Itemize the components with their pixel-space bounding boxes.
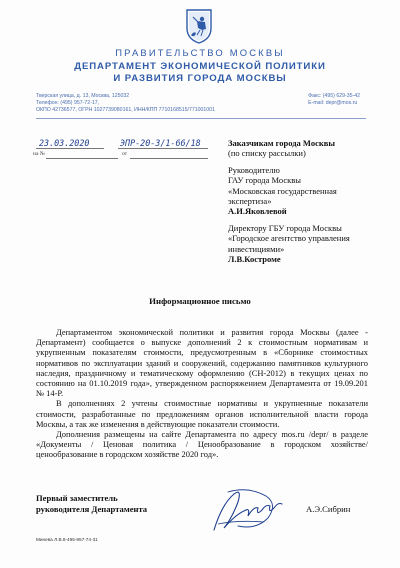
- department-name-line1: ДЕПАРТАМЕНТ ЭКОНОМИЧЕСКОЙ ПОЛИТИКИ: [74, 61, 326, 72]
- contacts-right: [308, 93, 360, 107]
- addressee-gau-org-line3: экспертиза»: [228, 196, 272, 207]
- executor-note: Минева Л.В.8-495-957-74-31: [36, 537, 98, 542]
- letter-body: [36, 327, 368, 460]
- moscow-coat-of-arms-icon: [184, 8, 214, 44]
- body-paragraph-3: Дополнения размещены на сайте Департамента по адресу mos.ru /depr/ в разделе «Документы / Ценовая политика / Ценообразование в городском хозяйстве/ценообразование в городском хозяйстве 2020 год».: [36, 429, 368, 460]
- government-name: ПРАВИТЕЛЬСТВО МОСКВЫ: [115, 47, 285, 58]
- signatory-name: А.Э.Сибрин: [306, 504, 351, 514]
- phone-text: Телефон: (495) 957-72-17,: [36, 100, 100, 106]
- addressee-gbu-org-line2: инвестициями»: [228, 243, 285, 254]
- handwritten-signature-icon: [208, 484, 290, 536]
- department-name-line2: И РАЗВИТИЯ ГОРОДА МОСКВЫ: [113, 73, 287, 84]
- addressee-block: [228, 138, 388, 270]
- addressee-gbu: [228, 223, 388, 265]
- reference-number-label: на №: [33, 151, 46, 157]
- registration-date: 23.03.2020: [39, 138, 90, 148]
- signatory-position-line1: Первый заместитель: [36, 493, 118, 503]
- addressee-gau: [228, 165, 388, 217]
- contacts-left: [36, 93, 215, 114]
- reference-date-label: от: [122, 151, 128, 157]
- reference-number-line: [46, 158, 118, 159]
- number-underline: [118, 148, 208, 149]
- body-paragraph-1: Департаментом экономической политики и развития города Москвы (далее - Департамент) сообщается о выпуске дополнений 2 к стоимостным нормативам и укрупненным показателям стоимости, предусмотренным в «Сборнике стоимостных нормативов по эксплуатации зданий и сооружений, содержанию памятников культурного наследия, праздничному и тематическому оформлению (СН-2012) в текущих ценах по состоянию на 01.10.2019 года», утвержденном распоряжением Департамента от 19.09.201 № 14-Р.: [36, 327, 368, 399]
- addressee-customers-title: Заказчикам города Москвы: [228, 138, 335, 148]
- letter-title: Информационное письмо: [149, 296, 251, 306]
- addressee-gau-org-line1: ГАУ города Москвы: [228, 175, 301, 186]
- signatory-position-line2: руководителя Департамента: [36, 504, 148, 514]
- signatory-position: [36, 493, 147, 515]
- addressee-gau-role: Руководителю: [228, 164, 280, 175]
- addressee-gbu-name: Л.В.Костроме: [228, 254, 281, 265]
- addressee-customers: [228, 138, 388, 159]
- registration-number: ЭПР-20-3/1-66/18: [120, 138, 201, 148]
- addressee-customers-note: (по списку рассылки): [228, 148, 306, 159]
- codes-text: ОКПО 42736577, ОГРН 1027739080161, ИНН/КПП 7710168515/771001001: [36, 107, 215, 113]
- email-link[interactable]: E-mail: depr@mos.ru: [308, 100, 358, 106]
- header-divider: [36, 118, 366, 119]
- body-paragraph-2: В дополнениях 2 учтены стоимостные нормативы и укрупненные показатели стоимости, разработанные по предложениям органов исполнительной власти города Москвы, а так же изменения в действующие показатели стоимости.: [36, 398, 368, 429]
- fax-text: Факс: (495) 629-35-42: [308, 93, 360, 99]
- addressee-gbu-role: Директору ГБУ города Москвы: [228, 222, 342, 233]
- addressee-gau-org-line2: «Московская государственная: [228, 185, 337, 196]
- addressee-gbu-org-line1: «Городское агентство управления: [228, 233, 350, 244]
- address-text: Тверская улица, д. 13, Москва, 125032: [36, 93, 130, 99]
- reference-date-line: [130, 158, 208, 159]
- addressee-gau-name: А.И.Яковлевой: [228, 206, 287, 217]
- date-underline: [36, 148, 104, 149]
